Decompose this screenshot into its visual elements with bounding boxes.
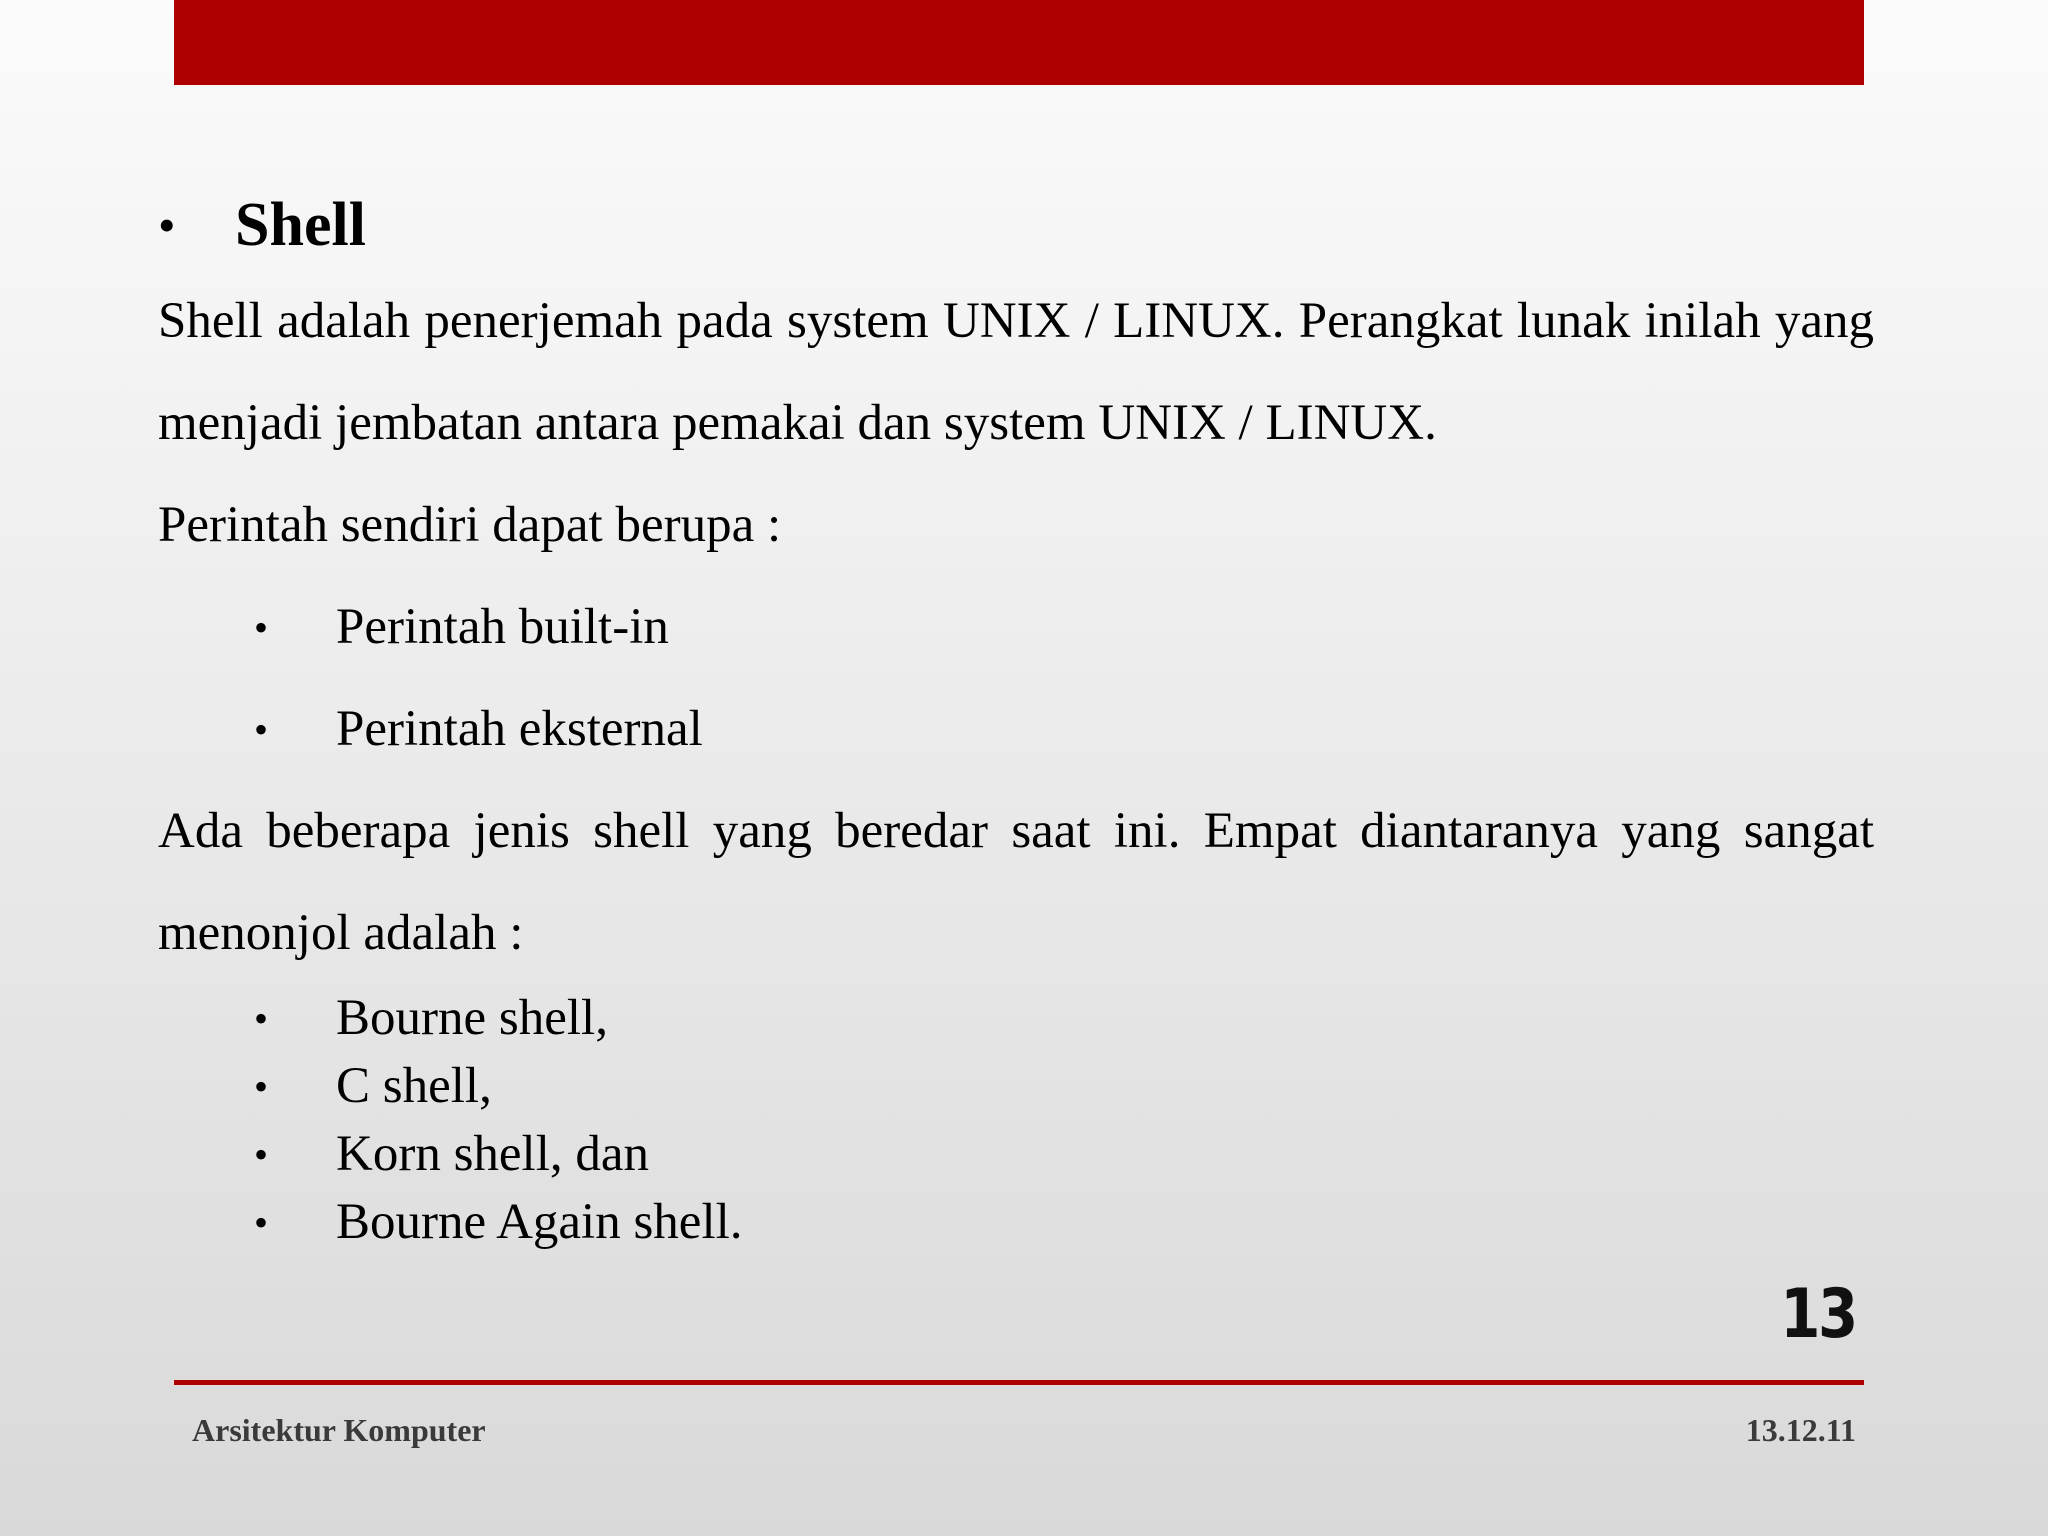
bullet-icon: • <box>254 604 269 650</box>
shell-list <box>158 984 1874 1256</box>
paragraph-commands-intro: Perintah sendiri dapat berupa : <box>158 497 782 553</box>
list-item <box>254 984 1874 1052</box>
bullet-icon: • <box>254 1063 269 1109</box>
bullet-icon: • <box>254 995 269 1041</box>
bullet-icon: • <box>254 706 269 752</box>
list-item <box>254 576 1874 678</box>
slide-heading <box>158 180 1874 270</box>
paragraph-definition: Shell adalah penerjemah pada system UNIX / LINUX. Perangkat lunak inilah yang menjadi jembatan antara pemakai dan system UNIX / LINUX. <box>158 293 1874 451</box>
command-type-list <box>158 576 1874 780</box>
list-item-text: Bourne shell, <box>336 990 608 1046</box>
top-accent-bar <box>174 0 1864 85</box>
bullet-icon: • <box>158 197 176 253</box>
list-item <box>254 678 1874 780</box>
bullet-icon: • <box>254 1199 269 1245</box>
footer-divider <box>174 1380 1864 1385</box>
page-number: 13 <box>1780 1275 1856 1354</box>
list-item-text: Korn shell, dan <box>336 1126 650 1182</box>
list-item-text: Perintah eksternal <box>336 701 703 757</box>
list-item <box>254 1052 1874 1120</box>
list-item-text: C shell, <box>336 1058 492 1114</box>
list-item <box>254 1120 1874 1188</box>
heading-text: Shell <box>235 190 366 259</box>
footer-date: 13.12.11 <box>1745 1412 1856 1448</box>
list-item-text: Perintah built-in <box>336 599 669 655</box>
footer-course-title: Arsitektur Komputer <box>192 1412 486 1448</box>
slide-content <box>158 180 1874 1256</box>
list-item-text: Bourne Again shell. <box>336 1194 743 1250</box>
bullet-icon: • <box>254 1131 269 1177</box>
paragraph-shell-types: Ada beberapa jenis shell yang beredar saat ini. Empat diantaranya yang sangat menonjol adalah : <box>158 803 1874 961</box>
list-item <box>254 1188 1874 1256</box>
